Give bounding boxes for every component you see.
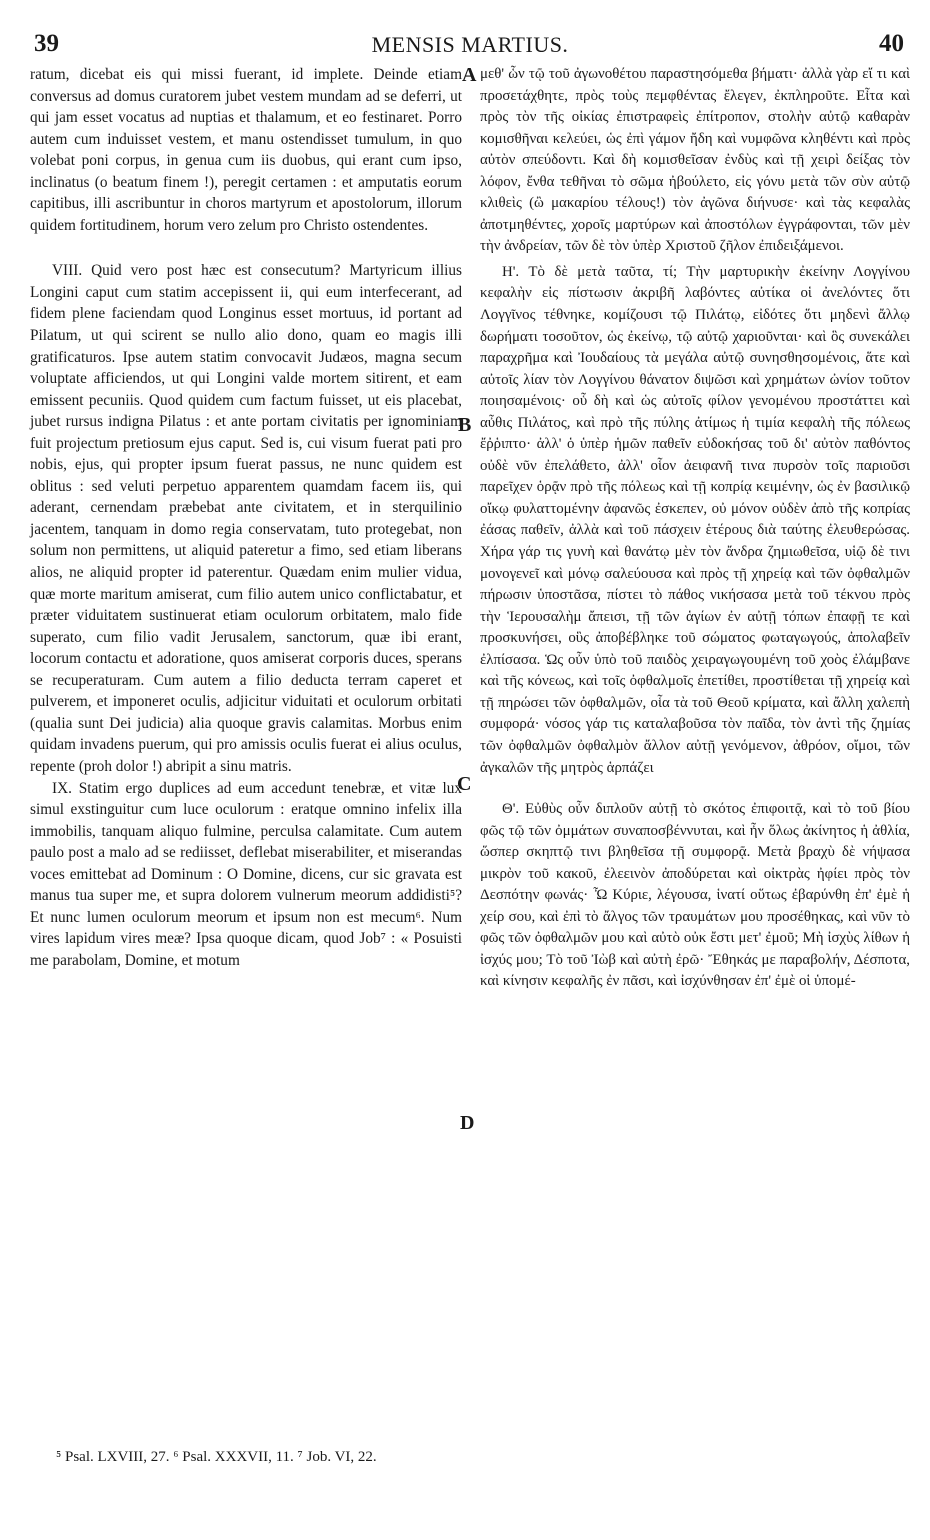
greek-paragraph-eta: Η'. Τὸ δὲ μετὰ ταῦτα, τί; Τὴν μαρτυρικὴν ἐκείνην Λογγίνου κεφαλὴν εἰς πίστωσιν ἀκριβῆ λαβόντες αὐτίκα οἱ ἀνελόντες ὅτι Λογγῖνος τέθνηκε, κομίζουσι τῷ Πιλάτῳ, εἰδότες ὅτι μηδενὶ ἄλλῳ δωρήματι τοσοῦτον, ὡς ἐκείνῳ, τῷ αὐτῷ χαριοῦνται· καὶ ὃς συνεκάλει παραχρῆμα καὶ Ἰουδαίους τὰ μεγάλα αὐτῷ συνησθησομένοις, ἅτε καὶ αὐτοῖς λίαν τὸν Λογγίνου θάνατον διψῶσι καὶ χρημάτων ὠνίον τοῦτον ποιησαμένοις· οὗ δὴ καὶ ὡς αὐτοῖς φίλον γενομένου προστάττει καὶ αὖθις Πιλάτος, καὶ πρὸ τῆς πύλης ἀτίμως ἡ τιμία κεφαλὴ τῆς πόλεως ἔῤῥιπτο· ἀλλ' ὁ ὑπὲρ ἡμῶν παθεῖν εὐδοκήσας τοῦ δι' αὐτὸν παθόντος οὐδὲ νῦν ἐπελάθετο, ἀλλ' οἷον ἀειφανῆ τινα πυρσὸν τοῖς παριοῦσι παρεῖχεν ὁρᾷν πρὸ τῆς πόλεως καὶ τῇ κοπρίᾳ κειμένην, ὡς ἐν βασιλικῷ οἴκῳ φυλαττομένην ἀφανῶς ἐσκεπεν, οὐ μόνον οὐδὲν ἀπὸ τῆς κοπρίας ἐάσας παθεῖν, ἀλλὰ καὶ τοῦ πάσχειν ἑτέρους διὰ ταύτης ἐλευθερώσας. Χήρα γάρ τις γυνὴ καὶ θανάτῳ μὲν τὸν ἄνδρα ζημιωθεῖσα, υἱῷ δὲ τινι μονογενεῖ καὶ μόνῳ σαλεύουσα καὶ πρὸς τῇ χηρείᾳ καὶ τῶν ὀφθαλμῶν πήρωσιν ὑποστᾶσα, πίστει τὸ πάθος νικήσασα μετὰ τοῦ τέκνου πρὸς τὴν Ἱερουσαλὴμ ἄπεισι, τῇ τῶν ἁγίων ἐν αὐτῇ τόπων ἐπαφῇ τε καὶ προσκυνήσει, οὓς ἀποβέβληκε τοῦ σώματος φωταγωγούς, ἀπολαβεῖν ἐλπίσασα. Ὡς οὖν ὑπὸ τοῦ παιδὸς χειραγωγουμένη τοῦ χοὸς ἐλάμβανε καὶ τῆς κόνεως, καὶ τοῖς ὀφθαλμοῖς ἐπετίθει, προστίθεται τῇ χηρείᾳ καὶ τῇ πηρώσει τῶν ὀφθαλμῶν, οἷα τὰ τοῦ Θεοῦ κρίματα, καὶ ἄλλη χαλεπὴ συμφορά· νόσος γάρ τις καταλαβοῦσα τὸν παῖδα, τὸν ἀντὶ τῆς ζημίας τῶν ὀφθαλμῶν ὀφθαλμὸν ἄλλον αὐτῇ γενόμενον, ἀθρόον, οἴμοι, τῶν ἀγκαλῶν τῆς μητρὸς ἁρπάζει — [480, 263, 910, 776]
running-header — [30, 30, 910, 62]
page-number-right: 40 — [879, 30, 904, 57]
running-title: MENSIS MARTIUS. — [371, 32, 569, 57]
greek-column — [480, 64, 910, 993]
latin-paragraph-ix: IX. Statim ergo duplices ad eum accedunt tenebræ, et vitæ lux simul exstinguitur cum luce oculorum : eratque omnino infelix illa immobilis, tanquam aliquo fulmine, perculsa calamitate. Cum autem paulo post a malo ad se rediisset, deflebat miserabiliter, et miserandas voces emittebat ad Dominum : O Domine, dicens, cur sic gravata est manus tua super me, et supra dolorem vulnerum meorum addidisti⁵? Et nunc lumen oculorum meorum et ipsum non est mecum⁶. Num vires lapidum vires meæ? Ipsa quoque dicam, quod Job⁷ : « Posuisti me parabolam, Domine, et motum — [30, 779, 462, 969]
margin-marker-b: B — [458, 414, 472, 436]
margin-marker-c: C — [457, 773, 472, 795]
margin-marker-d: D — [460, 1112, 475, 1134]
greek-paragraph-1: μεθ' ὧν τῷ τοῦ ἀγωνοθέτου παραστησόμεθα βήματι· ἀλλὰ γὰρ εἴ τι καὶ προσετάχθητε, πρὸς τοὺς πεμφθέντας ἔλεγεν, ἐκπληροῦτε. Εἶτα καὶ πρὸς τὸν τῆς οἰκίας ἐπιστραφεὶς ἐπίτροπον, στολὴν αὐτῷ καθαρὰν κομισθῆναι κελεύει, ὡς ἐπὶ γάμον ἤδη καὶ νυμφῶνα κληθέντι καὶ πρὸς αὐτὸν σπεύδοντι. Καὶ δὴ κομισθεῖσαν ἐνδὺς καὶ τῇ χειρὶ δείξας τὸν λόφον, ἔνθα τεθῆναι τὸ σῶμα ἠβούλετο, εἰς γόνυ μετὰ τῶν σὺν αὐτῷ κλιθεὶς (ὢ μακαρίου τέλους!) τὸν ἀγῶνα διήνυσε· καὶ τὰς κεφαλὰς ἀποτμηθέντες, χοροῖς μαρτύρων καὶ ἀποστόλων ἐγγράφονται, τῶν μὲν τὴν ἀνδρείαν, τῶν δὲ τὸν ὑπὲρ Χριστοῦ ζῆλον ἐπιδειξάμενοι. — [480, 66, 910, 255]
latin-paragraph-1: ratum, dicebat eis qui missi fuerant, id implete. Deinde etiam conversus ad domus curatorem jubet vestem mundam ad se deferri, ut qui jam esset vocatus ad nuptias et thalamum, et eo festinaret. Porro autem cum induisset vestem, et manu ostendisset tumulum, in quo volebat poni corpus, in genua cum iis duobus, qui erant cum ipso, inclinatus (o beatum finem !), peregit certamen : et amputatis eorum capitibus, illi ascribuntur in choros martyrum et apostolorum, illorum quidem fortitudinem, horum vero zelum pro Christo ostendentes. — [30, 66, 462, 234]
latin-column — [30, 64, 462, 971]
page-number-left: 39 — [34, 30, 59, 57]
greek-paragraph-theta: Θ'. Εὐθὺς οὖν διπλοῦν αὐτῇ τὸ σκότος ἐπιφοιτᾷ, καὶ τὸ τοῦ βίου φῶς τῷ τῶν ὀμμάτων συναποσβέννυται, καὶ ἦν ὅλως ἀκίνητος ἡ ἀθλία, ὥσπερ σκηπτῷ τινι βληθεῖσα τῇ συμφορᾷ. Μετὰ βραχὺ δὲ νήψασα μικρὸν τοῦ κακοῦ, ἐλεεινὸν ἀποδύρεται καὶ οἰκτρὰς ἠφίει πρὸς τὸν Δεσπότην φωνάς· Ὦ Κύριε, λέγουσα, ἱνατί οὕτως ἐβαρύνθη ἐπ' ἐμὲ ἡ χείρ σου, καὶ ἐπὶ τὸ ἄλγος τῶν τραυμάτων μου προσέθηκας, καὶ νῦν τὸ φῶς τῶν ὀφθαλμῶν μου καὶ αὐτὸ οὐκ ἔστι μετ' ἐμοῦ; Μὴ ἰσχὺς λίθων ἡ ἰσχύς μου; Τὸ τοῦ Ἰὼβ καὶ αὐτὴ ἐρῶ· Ἔθηκάς με παραβολήν, Δέσποτα, καὶ κίνησιν κεφαλῆς ἐν πᾶσι, καὶ ἰσχύνθησαν ἐπ' ἐμὲ οἱ ὑπομέ- — [480, 801, 910, 990]
latin-paragraph-viii: VIII. Quid vero post hæc est consecutum? Martyricum illius Longini caput cum statim accepissent ii, qui eum interfecerant, ad fidem plene faciendam quod Longinus esset mortuus, id portant ad Pilatum, ut qui scirent se nullo alio dono, quam eo magis illi gratificaturos. Ipse autem statim convocavit Judæos, magna secum voluptate afficiendos, ut qui Longini valde mortem sitirent, et eam emissent pecuniis. Quod quidem cum factum fuisset, ut eis placebat, jubet rursus indigna Pilatus : et ante portam civitatis per ignominiam fuit projectum pretiosum ejus caput. Sed is, cui visum fuerat pati pro nobis, ejus, qui propter ipsum fuerat passus, ne nunc quidem est oblitus : sed veluti perpetuo apparentem quamdam facem iis, qui aderant, cernendam præbebat ante civitatem, et in sterquilinio jacentem, tanquam in domo regia conservatam, tuto protegebat, non solum non permittens, ut aliquid pateretur a fimo, sed etiam liberans alios, ne aliquid propter id paterentur. Quædam enim mulier vidua, quæ morte maritum amiserat, cum filio autem unico conflictabatur, et præter viduitatem sustinuerat etiam oculorum orbitatem, malo fide superato, cum filio vadit Jerusalem, sanctorum, quæ ibi erant, locorum contactu et adoratione, quos amiserat corporis duces, sperans se recuperaturam. Cum autem a filio deducta terram caperet et pulverem, et imponeret oculis, adjicitur viduitati et oculorum orbitati (qualia sunt Dei judicia) alia quoque gravis calamitas. Morbus enim quidam invadens puerum, qui pro amissis oculis fuerat ei alius oculus, repente (proh dolor !) abripit a sinu matris. — [30, 262, 462, 775]
margin-marker-a: A — [462, 64, 477, 86]
footnotes: ⁵ Psal. LXVIII, 27. ⁶ Psal. XXXVII, 11. ⁷ Job. VI, 22. — [56, 1449, 377, 1465]
